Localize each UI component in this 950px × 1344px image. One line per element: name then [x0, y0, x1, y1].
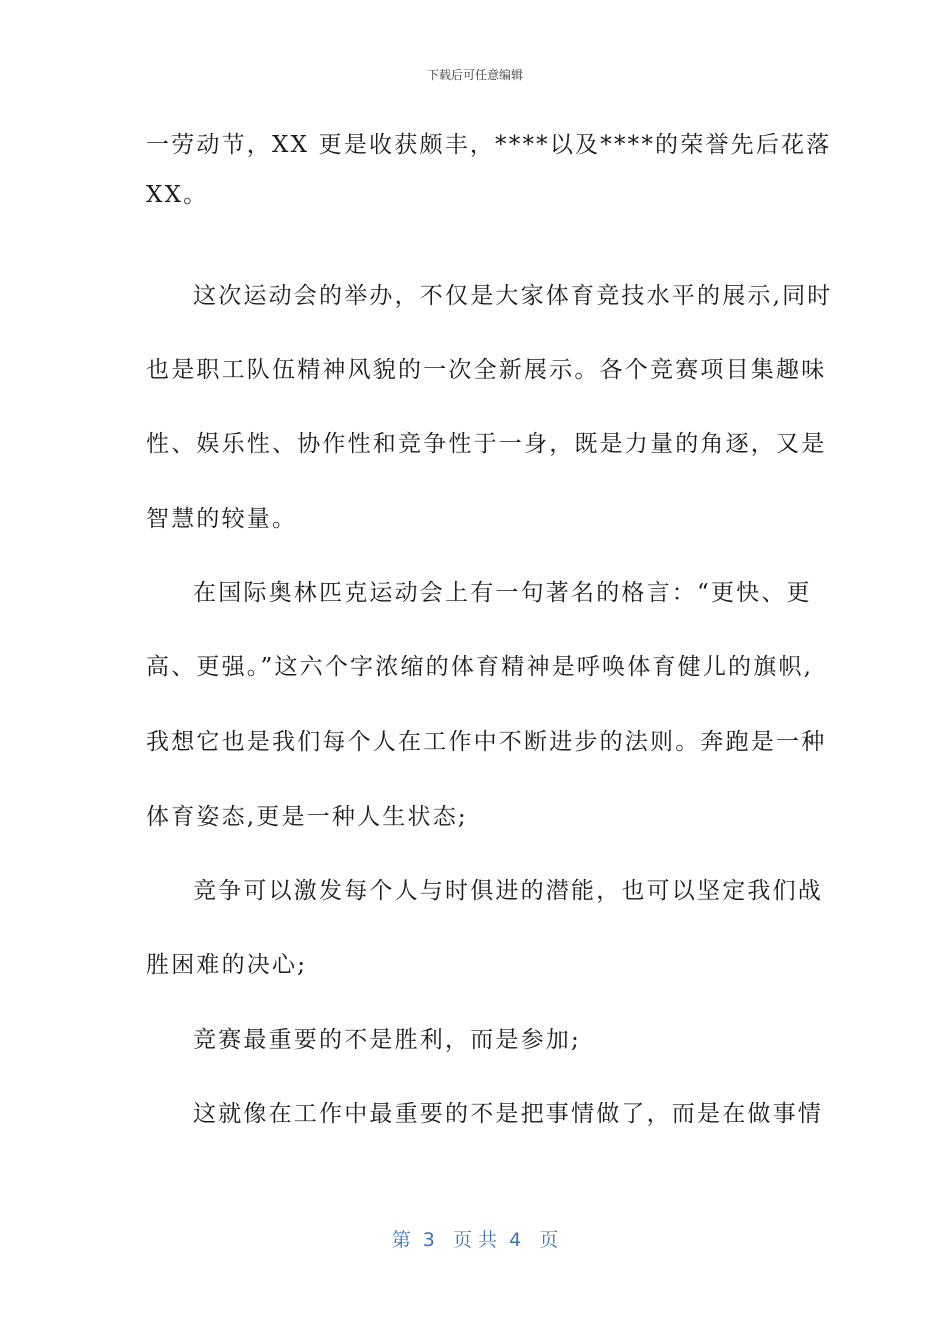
- body-line-4: 也是职工队伍精神风貌的一次全新展示。各个竞赛项目集趣味: [146, 357, 827, 383]
- body-line-11: 竞争可以激发每个人与时俱进的潜能，也可以坚定我们战: [193, 878, 823, 904]
- body-line-12: 胜困难的决心;: [146, 952, 308, 978]
- body-line-2: XX。: [146, 182, 209, 208]
- body-line-7: 在国际奥林匹克运动会上有一句著名的格言：“更快、更: [193, 580, 812, 606]
- body-line-13: 竞赛最重要的不是胜利，而是参加;: [193, 1027, 581, 1053]
- body-line-14: 这就像在工作中最重要的不是把事情做了，而是在做事情: [193, 1101, 823, 1127]
- body-line-10: 体育姿态,更是一种人生状态;: [146, 804, 468, 830]
- body-line-6: 智慧的较量。: [146, 506, 298, 532]
- page-number-footer: 第 3 页 共 4 页: [391, 1229, 559, 1251]
- page-header: 下载后可任意编辑: [426, 68, 523, 82]
- body-line-5: 性、娱乐性、协作性和竞争性于一身，既是力量的角逐，又是: [146, 431, 827, 457]
- body-line-3: 这次运动会的举办，不仅是大家体育竞技水平的展示,同时: [193, 283, 833, 309]
- body-line-9: 我想它也是我们每个人在工作中不断进步的法则。奔跑是一种: [146, 729, 827, 755]
- body-line-8: 高、更强。”这六个字浓缩的体育精神是呼唤体育健儿的旗帜,: [146, 654, 814, 680]
- body-line-1: 一劳动节，XX 更是收获颇丰，****以及****的荣誉先后花落: [146, 132, 832, 158]
